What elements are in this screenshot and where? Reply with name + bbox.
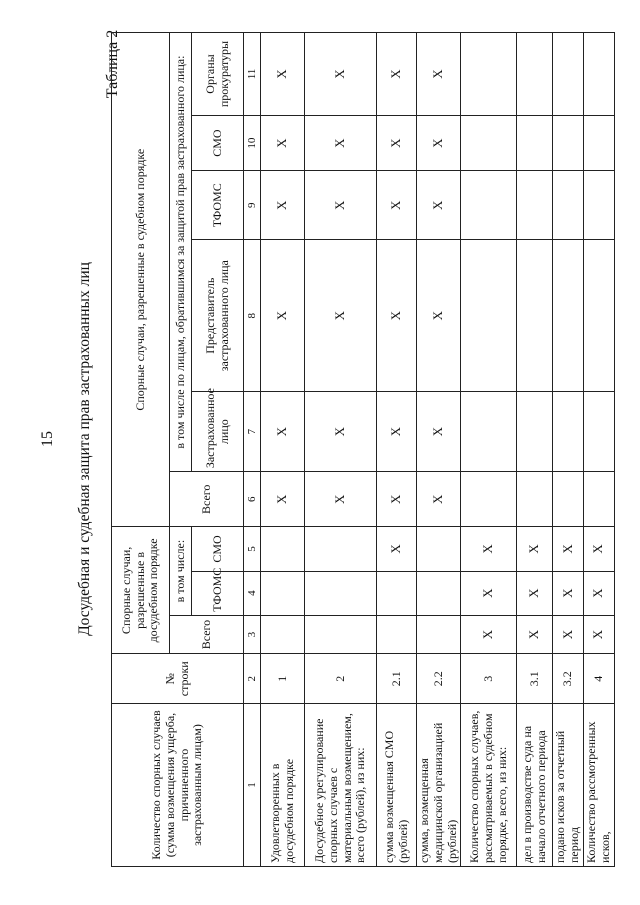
row-name: дел в производстве суда на начало отчетного периода — [517, 704, 553, 867]
table-cell: X — [377, 240, 417, 392]
header-name-cell: Количество спорных случаев (сумма возмещения ущерба, причиненного застрахованным лицам) — [112, 704, 244, 867]
column-number: 7 — [244, 392, 261, 472]
protection-table — [111, 32, 615, 867]
table-cell — [461, 392, 517, 472]
row-name: Количество спорных случаев, рассматриваемых в судебном порядке, всего, из них: — [461, 704, 517, 867]
table-cell — [261, 571, 305, 615]
header-court-tfoms: ТФОМС — [192, 171, 244, 240]
column-number: 8 — [244, 240, 261, 392]
row-name: сумма возмещенная СМО (рублей) — [377, 704, 417, 867]
table-cell — [553, 392, 584, 472]
table-cell: X — [377, 472, 417, 527]
header-court-total: Всего — [170, 472, 244, 527]
table-cell — [517, 240, 553, 392]
table-cell — [583, 240, 614, 392]
table-cell: X — [417, 33, 461, 116]
header-pretrial-incl: в том числе: — [170, 527, 192, 615]
table-cell: X — [377, 116, 417, 171]
header-row-no-cell: № строки — [112, 654, 244, 704]
table-cell — [417, 527, 461, 571]
table-cell — [553, 171, 584, 240]
table-cell: X — [583, 615, 614, 654]
table-cell: X — [517, 615, 553, 654]
table-cell — [461, 171, 517, 240]
table-cell: X — [261, 116, 305, 171]
table-cell: X — [377, 33, 417, 116]
table-cell: X — [261, 392, 305, 472]
header-court-insured: Застрахованное лицо — [192, 392, 244, 472]
table-row — [417, 33, 461, 867]
table-cell — [305, 527, 377, 571]
table-cell — [517, 116, 553, 171]
table-row — [553, 33, 584, 867]
table-row — [517, 33, 553, 867]
table-cell: X — [305, 240, 377, 392]
table-cell — [305, 615, 377, 654]
header-pretrial-smo: СМО — [192, 527, 244, 571]
table-title: Досудебная и судебная защита прав застрахованных лиц — [76, 262, 93, 636]
table-cell — [583, 392, 614, 472]
table-cell — [377, 571, 417, 615]
column-number: 9 — [244, 171, 261, 240]
header-court-prosecutor: Органы прокуратуры — [192, 33, 244, 116]
table-cell — [417, 615, 461, 654]
table-cell — [261, 527, 305, 571]
row-name: Удовлетворенных в досудебном порядке — [261, 704, 305, 867]
table-cell: X — [417, 240, 461, 392]
table-cell — [583, 116, 614, 171]
table-cell: X — [305, 33, 377, 116]
header-pretrial-tfoms: ТФОМС — [192, 571, 244, 615]
table-cell — [461, 472, 517, 527]
table-cell: X — [553, 527, 584, 571]
table-row — [305, 33, 377, 867]
table-cell — [377, 615, 417, 654]
row-number: 2.2 — [417, 654, 461, 704]
table-cell: X — [417, 116, 461, 171]
table-cell: X — [261, 33, 305, 116]
column-numbers-row — [244, 33, 261, 867]
header-court-representative: Представитель застрахованного лица — [192, 240, 244, 392]
column-number: 2 — [244, 654, 261, 704]
table-cell: X — [377, 527, 417, 571]
table-cell — [461, 33, 517, 116]
table-cell — [461, 240, 517, 392]
table-row — [261, 33, 305, 867]
table-cell — [261, 615, 305, 654]
table-cell: X — [417, 472, 461, 527]
table-cell: X — [517, 527, 553, 571]
table-cell — [305, 571, 377, 615]
table-cell: X — [261, 171, 305, 240]
row-number: 1 — [261, 654, 305, 704]
header-court-group: Спорные случаи, разрешенные в судебном порядке — [112, 33, 170, 527]
table-cell: X — [417, 392, 461, 472]
column-number: 3 — [244, 615, 261, 654]
table-cell — [583, 472, 614, 527]
table-cell: X — [417, 171, 461, 240]
table-cell: X — [553, 571, 584, 615]
table-cell: X — [377, 171, 417, 240]
table-cell: X — [553, 615, 584, 654]
row-number: 3.1 — [517, 654, 553, 704]
table-cell: X — [305, 472, 377, 527]
table-cell: X — [461, 571, 517, 615]
row-number: 2.1 — [377, 654, 417, 704]
row-number: 3.2 — [553, 654, 584, 704]
column-number: 10 — [244, 116, 261, 171]
table-cell: X — [305, 171, 377, 240]
table-row — [461, 33, 517, 867]
table-cell — [583, 33, 614, 116]
row-number: 3 — [461, 654, 517, 704]
table-cell — [417, 571, 461, 615]
table-cell: X — [261, 240, 305, 392]
row-number: 4 — [583, 654, 614, 704]
table-label: Таблица 2 — [104, 29, 121, 99]
row-name: Досудебное урегулирование спорных случаев с материальным возмещением, всего (рублей), из них: — [305, 704, 377, 867]
column-number: 11 — [244, 33, 261, 116]
table-cell — [461, 116, 517, 171]
header-court-incl: в том числе по лицам, обратившимся за защитой прав застрахованного лица: — [170, 33, 192, 472]
header-pretrial-total: Всего — [170, 615, 244, 654]
header-court-smo: СМО — [192, 116, 244, 171]
header-pretrial-group: Спорные случаи, разрешенные в досудебном порядке — [112, 527, 170, 654]
table-cell: X — [461, 527, 517, 571]
table-cell: X — [377, 392, 417, 472]
table-cell — [517, 33, 553, 116]
table-cell: X — [583, 527, 614, 571]
table-cell — [553, 33, 584, 116]
table-cell: X — [461, 615, 517, 654]
table-cell — [553, 472, 584, 527]
table-cell: X — [305, 116, 377, 171]
table-cell — [517, 392, 553, 472]
table-container — [111, 32, 640, 867]
column-number: 1 — [244, 704, 261, 867]
table-cell — [583, 171, 614, 240]
table-cell: X — [261, 472, 305, 527]
page-number: 15 — [39, 431, 56, 447]
row-number: 2 — [305, 654, 377, 704]
table-cell — [553, 116, 584, 171]
table-row — [583, 33, 614, 867]
row-name: Количество рассмотренных исков, — [583, 704, 614, 867]
column-number: 4 — [244, 571, 261, 615]
table-cell: X — [583, 571, 614, 615]
table-row — [377, 33, 417, 867]
column-number: 5 — [244, 527, 261, 571]
table-cell — [517, 171, 553, 240]
row-name: подано исков за отчетный период — [553, 704, 584, 867]
table-cell: X — [517, 571, 553, 615]
column-number: 6 — [244, 472, 261, 527]
table-cell: X — [305, 392, 377, 472]
table-cell — [553, 240, 584, 392]
row-name: сумма, возмещенная медицинской организацией (рублей) — [417, 704, 461, 867]
table-cell — [517, 472, 553, 527]
